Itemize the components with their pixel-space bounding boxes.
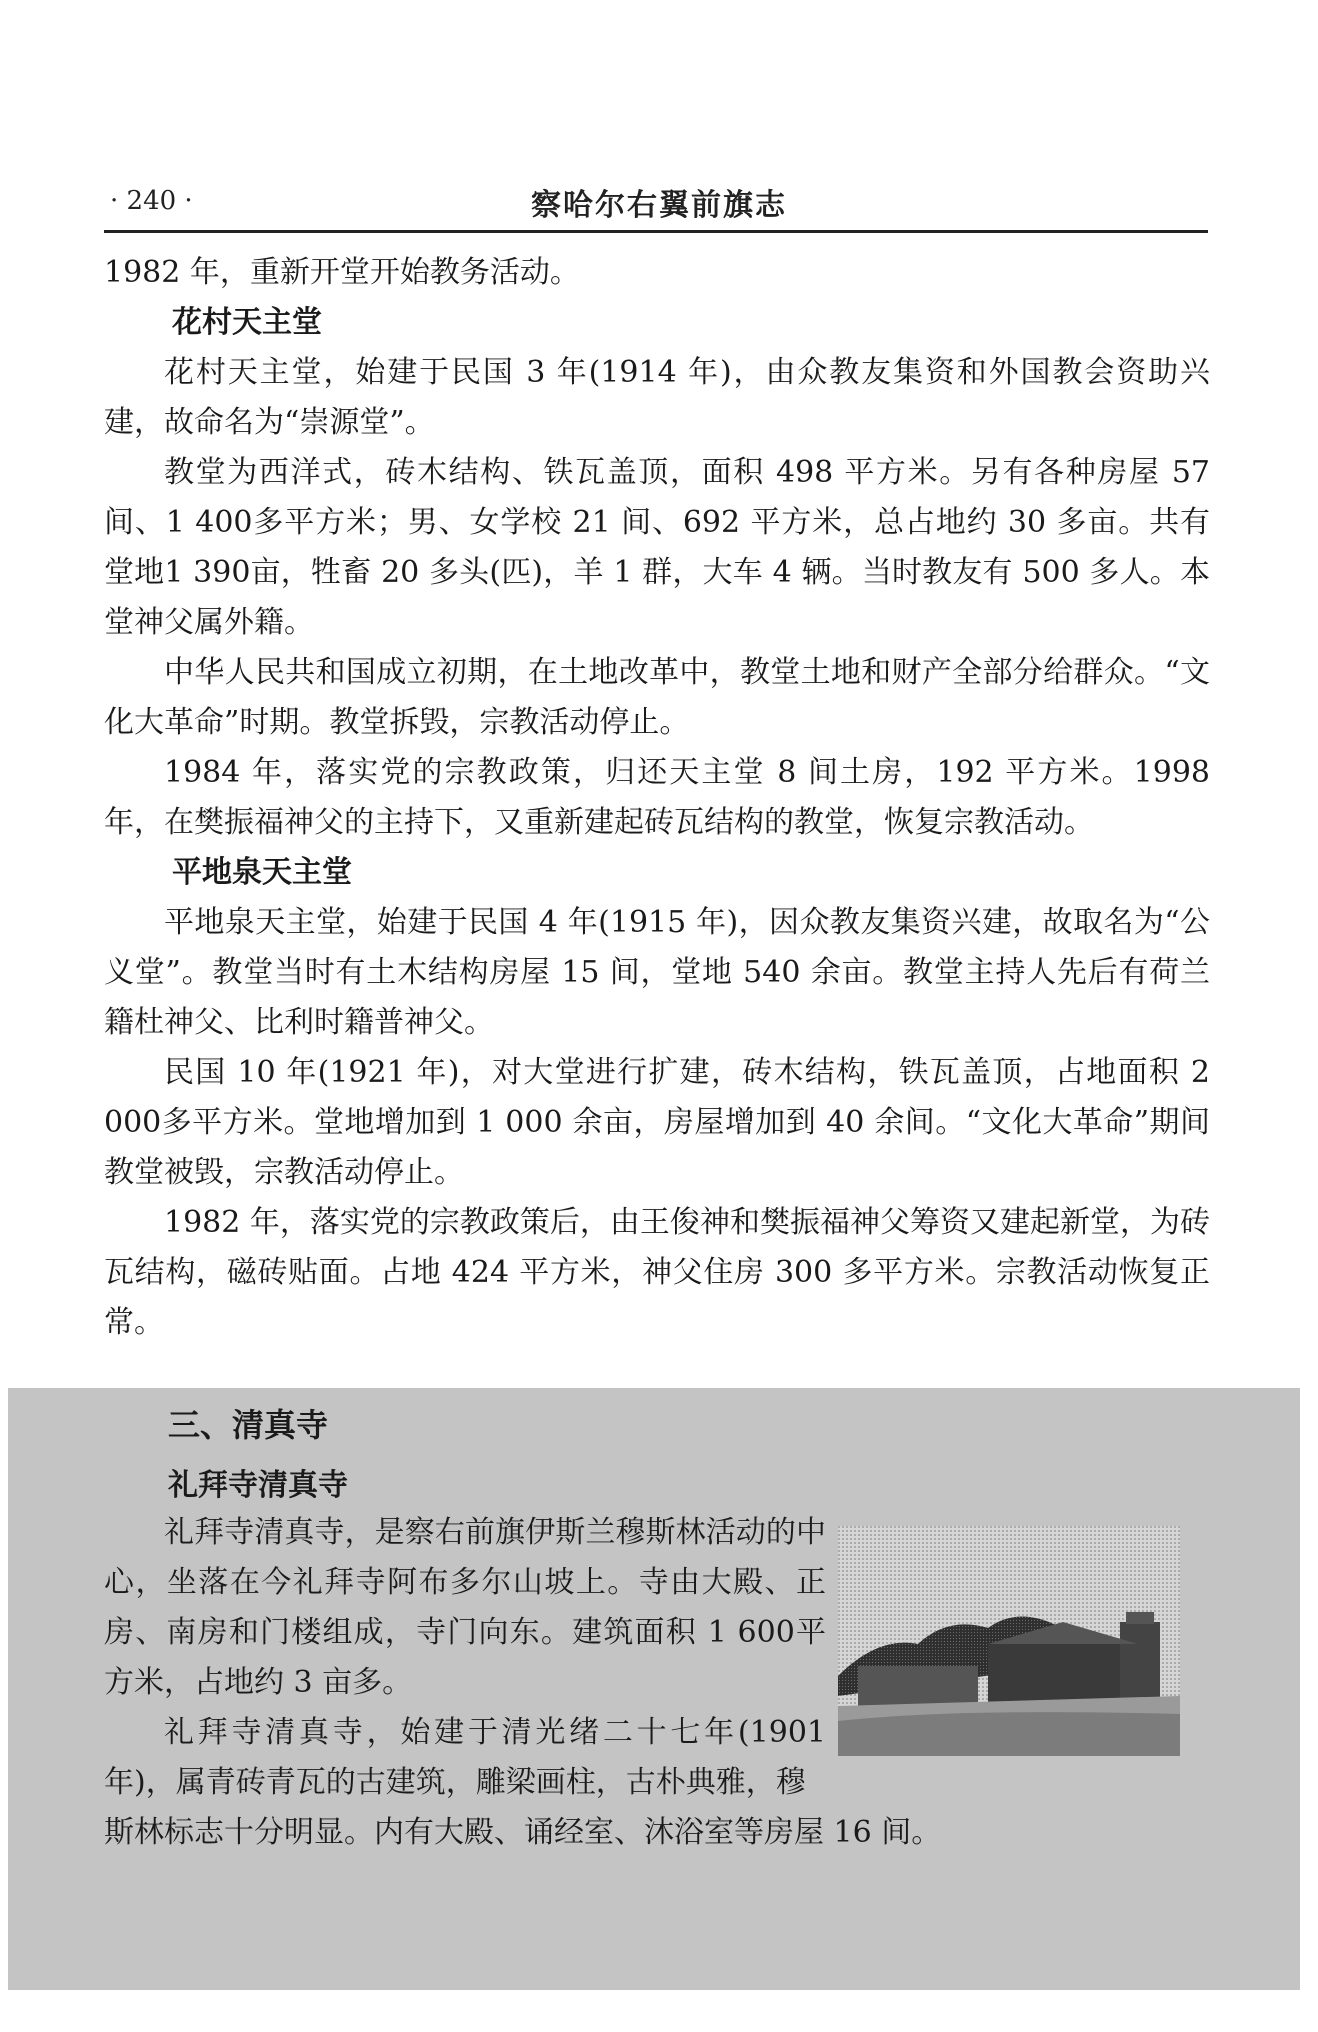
header-rule xyxy=(104,230,1208,233)
sub-heading: 礼拜寺清真寺 xyxy=(168,1468,348,1503)
paragraph: 礼拜寺清真寺，是察右前旗伊斯兰穆斯林活动的中心，坐落在今礼拜寺阿布多尔山坡上。寺由大殿、正房、南房和门楼组成，寺门向东。建筑面积 1 600平方米，占地约 3 亩多。 xyxy=(104,1515,826,1700)
page-number: · 240 · xyxy=(110,186,193,216)
paragraph: 1982 年，落实党的宗教政策后，由王俊神和樊振福神父筹资又建起新堂，为砖瓦结构，磁砖贴面。占地 424 平方米，神父住房 300 多平方米。宗教活动恢复正常。 xyxy=(104,1205,1210,1340)
heading-huacun-church: 花村天主堂 xyxy=(172,305,322,340)
paragraph: 1982 年，重新开堂开始教务活动。 xyxy=(104,255,580,290)
paragraph: 花村天主堂，始建于民国 3 年(1914 年)，由众教友集资和外国教会资助兴建，故命名为“崇源堂”。 xyxy=(104,355,1210,440)
running-title: 察哈尔右翼前旗志 xyxy=(531,188,787,223)
paragraph: 平地泉天主堂，始建于民国 4 年(1915 年)，因众教友集资兴建，故取名为“公义堂”。教堂当时有土木结构房屋 15 间，堂地 540 余亩。教堂主持人先后有荷兰籍杜神父、比利时籍普神父。 xyxy=(104,905,1210,1040)
paragraph: 教堂为西洋式，砖木结构、铁瓦盖顶，面积 498 平方米。另有各种房屋 57 间、1 400多平方米；男、女学校 21 间、692 平方米，总占地约 30 多亩。共有堂地1 390亩，牲畜 20 多头(匹)，羊 1 群，大车 4 辆。当时教友有 500 多人。本堂神父属外籍。 xyxy=(104,455,1210,640)
heading-pingdiquan-church: 平地泉天主堂 xyxy=(172,855,352,890)
paragraph: 中华人民共和国成立初期，在土地改革中，教堂土地和财产全部分给群众。“文化大革命”时期。教堂拆毁，宗教活动停止。 xyxy=(104,655,1210,740)
paragraph: 1984 年，落实党的宗教政策，归还天主堂 8 间土房，192 平方米。1998 年，在樊振福神父的主持下，又重新建起砖瓦结构的教堂，恢复宗教活动。 xyxy=(104,755,1210,840)
mosque-text xyxy=(104,1508,826,1808)
paragraph: 民国 10 年(1921 年)，对大堂进行扩建，砖木结构，铁瓦盖顶，占地面积 2 000多平方米。堂地增加到 1 000 余亩，房屋增加到 40 余间。“文化大革命”期间教堂被毁，宗教活动停止。 xyxy=(104,1055,1210,1190)
paragraph-continuation: 斯林标志十分明显。内有大殿、诵经室、沐浴室等房屋 16 间。 xyxy=(104,1815,942,1850)
mosque-photo xyxy=(838,1526,1180,1756)
section-heading: 三、清真寺 xyxy=(168,1406,329,1444)
paragraph: 礼拜寺清真寺，始建于清光绪二十七年(1901 年)，属青砖青瓦的古建筑，雕梁画柱，古朴典雅，穆 xyxy=(104,1715,826,1800)
body-text xyxy=(104,248,1210,1348)
